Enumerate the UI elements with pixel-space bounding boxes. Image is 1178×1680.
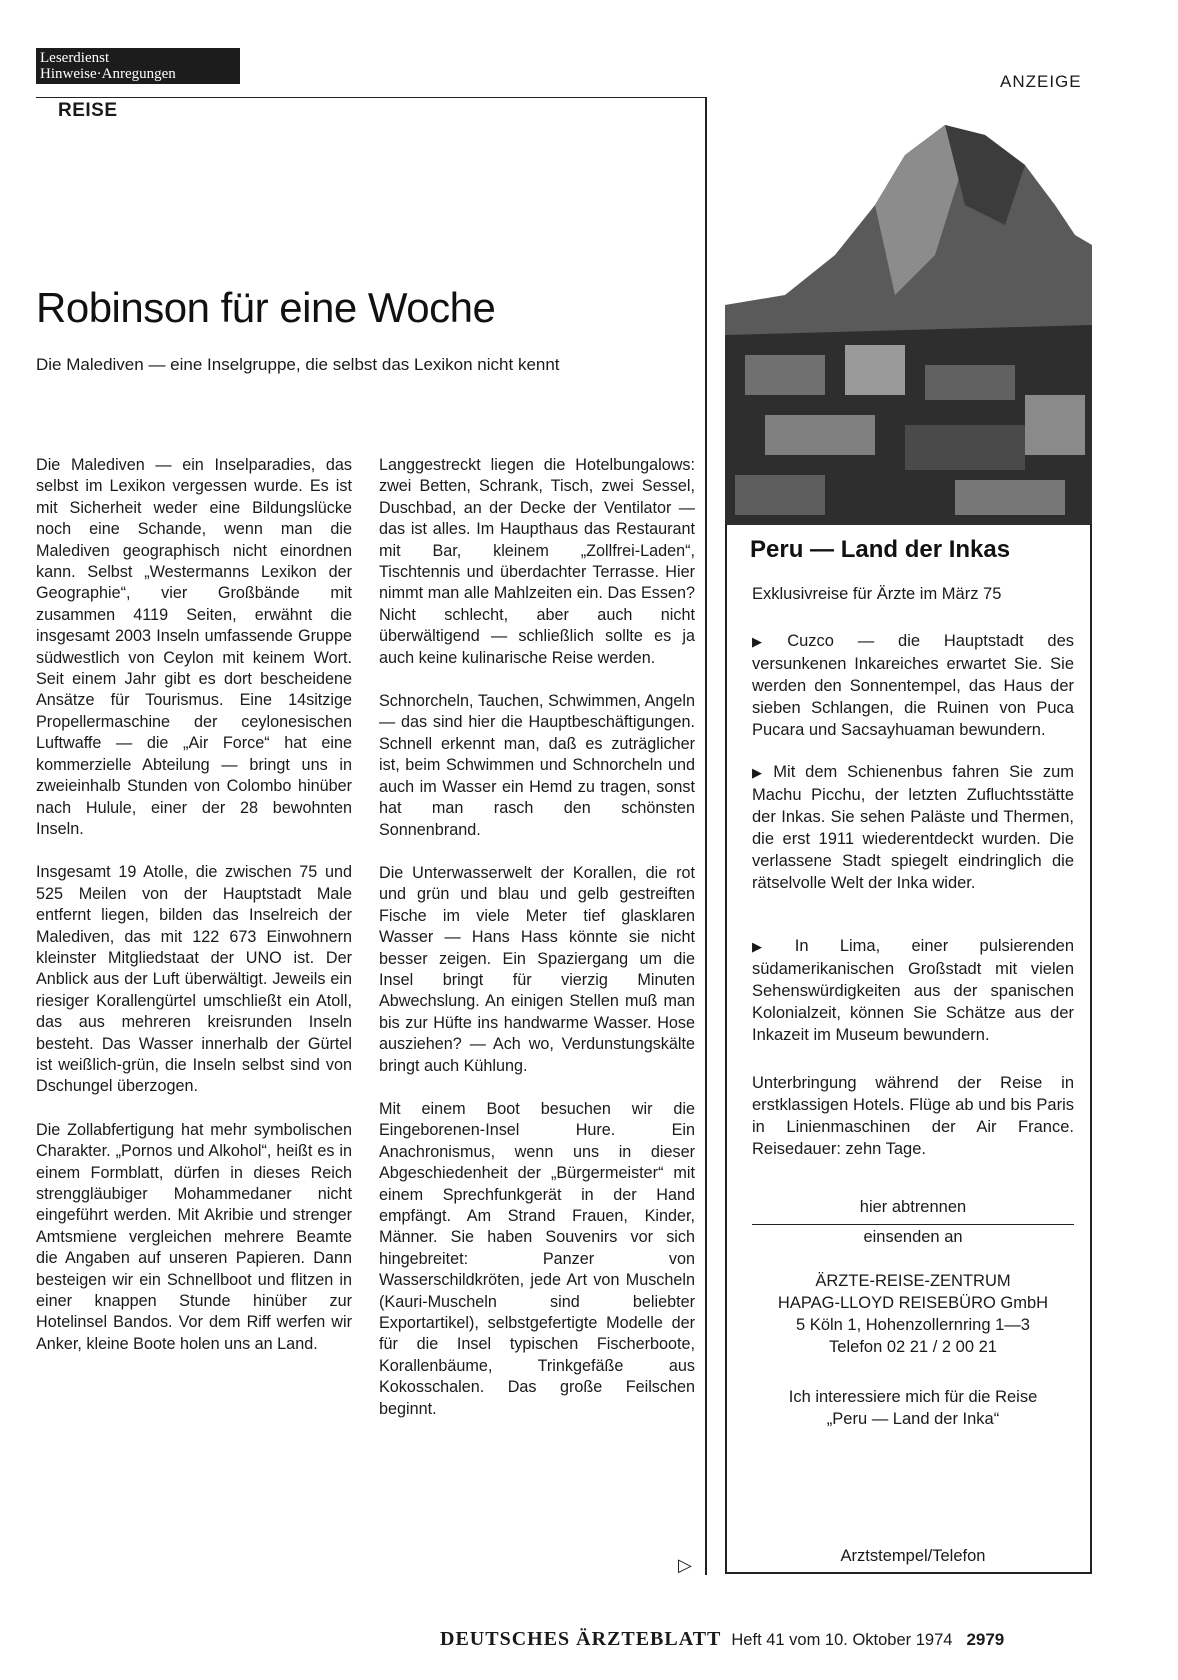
address-line: ÄRZTE-REISE-ZENTRUM xyxy=(815,1272,1011,1290)
address-line: 5 Köln 1, Hohenzollernring 1—3 xyxy=(796,1316,1030,1334)
ad-accommodation: Unterbringung während der Reise in erstklassigen Hotels. Flüge ab und bis Paris in Linienmaschinen der Air France. Reisedauer: zehn Tage. xyxy=(752,1074,1074,1158)
header-rule xyxy=(36,97,706,98)
article-column-1 xyxy=(36,455,352,1377)
column-divider xyxy=(705,97,707,1575)
stamp-field-label: Arztstempel/Telefon xyxy=(840,1547,986,1565)
article-paragraph: Mit einem Boot besuchen wir die Eingeborenen-Insel Hure. Ein Anachronismus, wenn uns in dieser Abgeschiedenheit der „Bürgermeister“ mit einem Sprechfunkgerät in der Hand empfängt. Am Strand Frauen, Kinder, Männer. Sie haben Souvenirs vor sich hingebreitet: Panzer von Wasserschildkröten, jede Art von Muscheln (Kauri-Muscheln sind beliebter Exportartikel), selbstgefertigte Modelle der für die Insel typischen Fischerboote, Korallenbäume, Trinkgefäße aus Kokosschalen. Das große Feilschen beginnt. xyxy=(379,1099,695,1418)
triangle-bullet-icon: ▶ xyxy=(752,634,782,649)
reader-service-label xyxy=(36,48,240,84)
ad-title: Peru — Land der Inkas xyxy=(750,536,1011,563)
address-line: HAPAG-LLOYD REISEBÜRO GmbH xyxy=(777,1294,1049,1312)
article-paragraph: Langgestreckt liegen die Hotelbungalows: zwei Betten, Schrank, Tisch, zwei Sessel, Duschbad, an der Decke der Ventilator — das ist alles. Im Haupthaus das Restaurant mit Bar, kleinem „Zollfrei-Laden“, Tischtennis und überdachter Terrasse. Hier nimmt man alle Mahlzeiten ein. Das Essen? Nicht schlecht, aber auch nicht überwältigend — schließlich sollte es ja auch keine kulinarische Reise werden. xyxy=(379,456,695,667)
cut-line xyxy=(752,1224,1074,1225)
ad-item xyxy=(752,935,1074,1046)
article-paragraph: Schnorcheln, Tauchen, Schwimmen, Angeln — das sind hier die Hauptbeschäftigungen. Schnell erkennt man, daß es zuträglicher ist, beim Schwimmen und Schnorcheln und auch im Wasser ein Hemd zu tragen, sonst hat man rasch den schönsten Sonnenbrand. xyxy=(379,692,695,839)
ad-item xyxy=(752,761,1074,894)
send-to-label: einsenden an xyxy=(863,1228,963,1246)
article-paragraph: Die Malediven — ein Inselparadies, das selbst im Lexikon vergessen wurde. Es ist mit Sicherheit weder eine Bildungslücke noch eine Schande, wenn man die Malediven geographisch nicht einordnen kann. Selbst „Westermanns Lexikon der Geographie“, vier Großbände mit zusammen 4119 Seiten, erwähnt die insgesamt 2003 Inseln umfassende Gruppe südwestlich von Ceylon mit keinem Wort. Seit einem Jahr gibt es dort bescheidene Ansätze für Tourismus. Eine 14sitzige Propellermaschine der ceylonesischen Luftwaffe — die „Air Force“ hat eine kommerzielle Abteilung — bringt uns in zweieinhalb Stunden von Colombo hinüber nach Hulule, einer der 28 bewohnten Inseln. xyxy=(36,456,352,838)
cut-here-label: hier abtrennen xyxy=(859,1198,967,1216)
machu-picchu-photo xyxy=(725,95,1092,525)
interest-line: Ich interessiere mich für die Reise xyxy=(788,1388,1038,1406)
ad-subtitle: Exklusivreise für Ärzte im März 75 xyxy=(752,585,1002,603)
ad-item-text: In Lima, einer pulsierenden südamerikanischen Großstadt mit vielen Sehenswürdigkeiten aus der spanischen Kolonialzeit, können Sie Schätze aus der Inkazeit im Museum bewundern. xyxy=(752,937,1075,1044)
ad-item-text: Cuzco — die Hauptstadt des versunkenen Inkareiches erwartet Sie. Sie werden den Sonnentempel, das Haus der sieben Schlangen, die Ruinen von Puca Pucara und Sacsayhuaman bewundern. xyxy=(752,632,1075,739)
label-line-1: Leserdienst xyxy=(40,50,110,66)
label-line-2: Hinweise·Anregungen xyxy=(40,66,176,82)
page-number: 2979 xyxy=(966,1630,1005,1649)
article-paragraph: Die Zollabfertigung hat mehr symbolischen Charakter. „Pornos und Alkohol“, heißt es in einem Formblatt, dürfen in dieses Reich strenggläubiger Mohammedaner nicht eingeführt werden. Mit Akribie und strenger Amtsmiene vergleichen mehrere Beamte die Angaben auf unseren Papieren. Dann besteigen wir ein Schnellboot und flitzen in einer knappen Stunde hinüber zur Hotelinsel Bandos. Vor dem Riff werfen wir Anker, kleine Boote holen uns an Land. xyxy=(36,1120,352,1353)
issue-info: Heft 41 vom 10. Oktober 1974 xyxy=(731,1631,953,1649)
article-paragraph: Die Unterwasserwelt der Korallen, die rot und grün und blau und gelb gestreiften Fische im viele Meter tief glasklaren Wasser — Hans Hass könnte sie nicht besser zeigen. Ein Spaziergang um die Insel bringt für vierzig Minuten Abwechslung. An einigen Stellen muß man bis zur Hüfte ins handwarme Wasser. Hose ausziehen? — Ach wo, Verdunstungskälte bringt auch Kühlung. xyxy=(379,863,695,1075)
address-line: Telefon 02 21 / 2 00 21 xyxy=(829,1338,997,1356)
advertisement-label: ANZEIGE xyxy=(1000,72,1082,91)
article-title: Robinson für eine Woche xyxy=(36,284,496,332)
article-paragraph: Insgesamt 19 Atolle, die zwischen 75 und 525 Meilen von der Hauptstadt Male entfernt liegen, bilden das Inselreich der Malediven, das mit 122 673 Einwohnern kleinster Mitgliedstaat der UNO ist. Der Anblick aus der Luft überwältigt. Jeweils ein riesiger Korallengürtel umschließt ein Atoll, das aus mehreren kreisrunden Inseln besteht. Das Wasser innerhalb der Gürtel ist weißlich-grün, die Inseln selbst sind von Dschungel überzogen. xyxy=(36,863,352,1096)
section-label: REISE xyxy=(58,100,118,121)
interest-statement xyxy=(752,1386,1074,1430)
continue-arrow-icon: ▷ xyxy=(678,1555,692,1575)
article-column-2 xyxy=(379,455,695,1442)
ad-item-text: Mit dem Schienenbus fahren Sie zum Machu Picchu, der letzten Zufluchtsstätte der Inkas. Sie sehen Paläste und Thermen, die erst 1911 wiederentdeckt wurden. Die verlassene Stadt spiegelt eindringlich die rätselvolle Welt der Inka wider. xyxy=(752,763,1074,892)
magazine-name: DEUTSCHES ÄRZTEBLATT xyxy=(440,1628,722,1650)
triangle-bullet-icon: ▶ xyxy=(752,939,789,954)
interest-line: „Peru — Land der Inka“ xyxy=(826,1410,1000,1428)
article-subtitle: Die Malediven — eine Inselgruppe, die selbst das Lexikon nicht kennt xyxy=(36,355,560,374)
ad-item xyxy=(752,630,1074,741)
page-footer xyxy=(440,1628,1004,1651)
address-block xyxy=(752,1270,1074,1358)
triangle-bullet-icon: ▶ xyxy=(752,765,768,780)
